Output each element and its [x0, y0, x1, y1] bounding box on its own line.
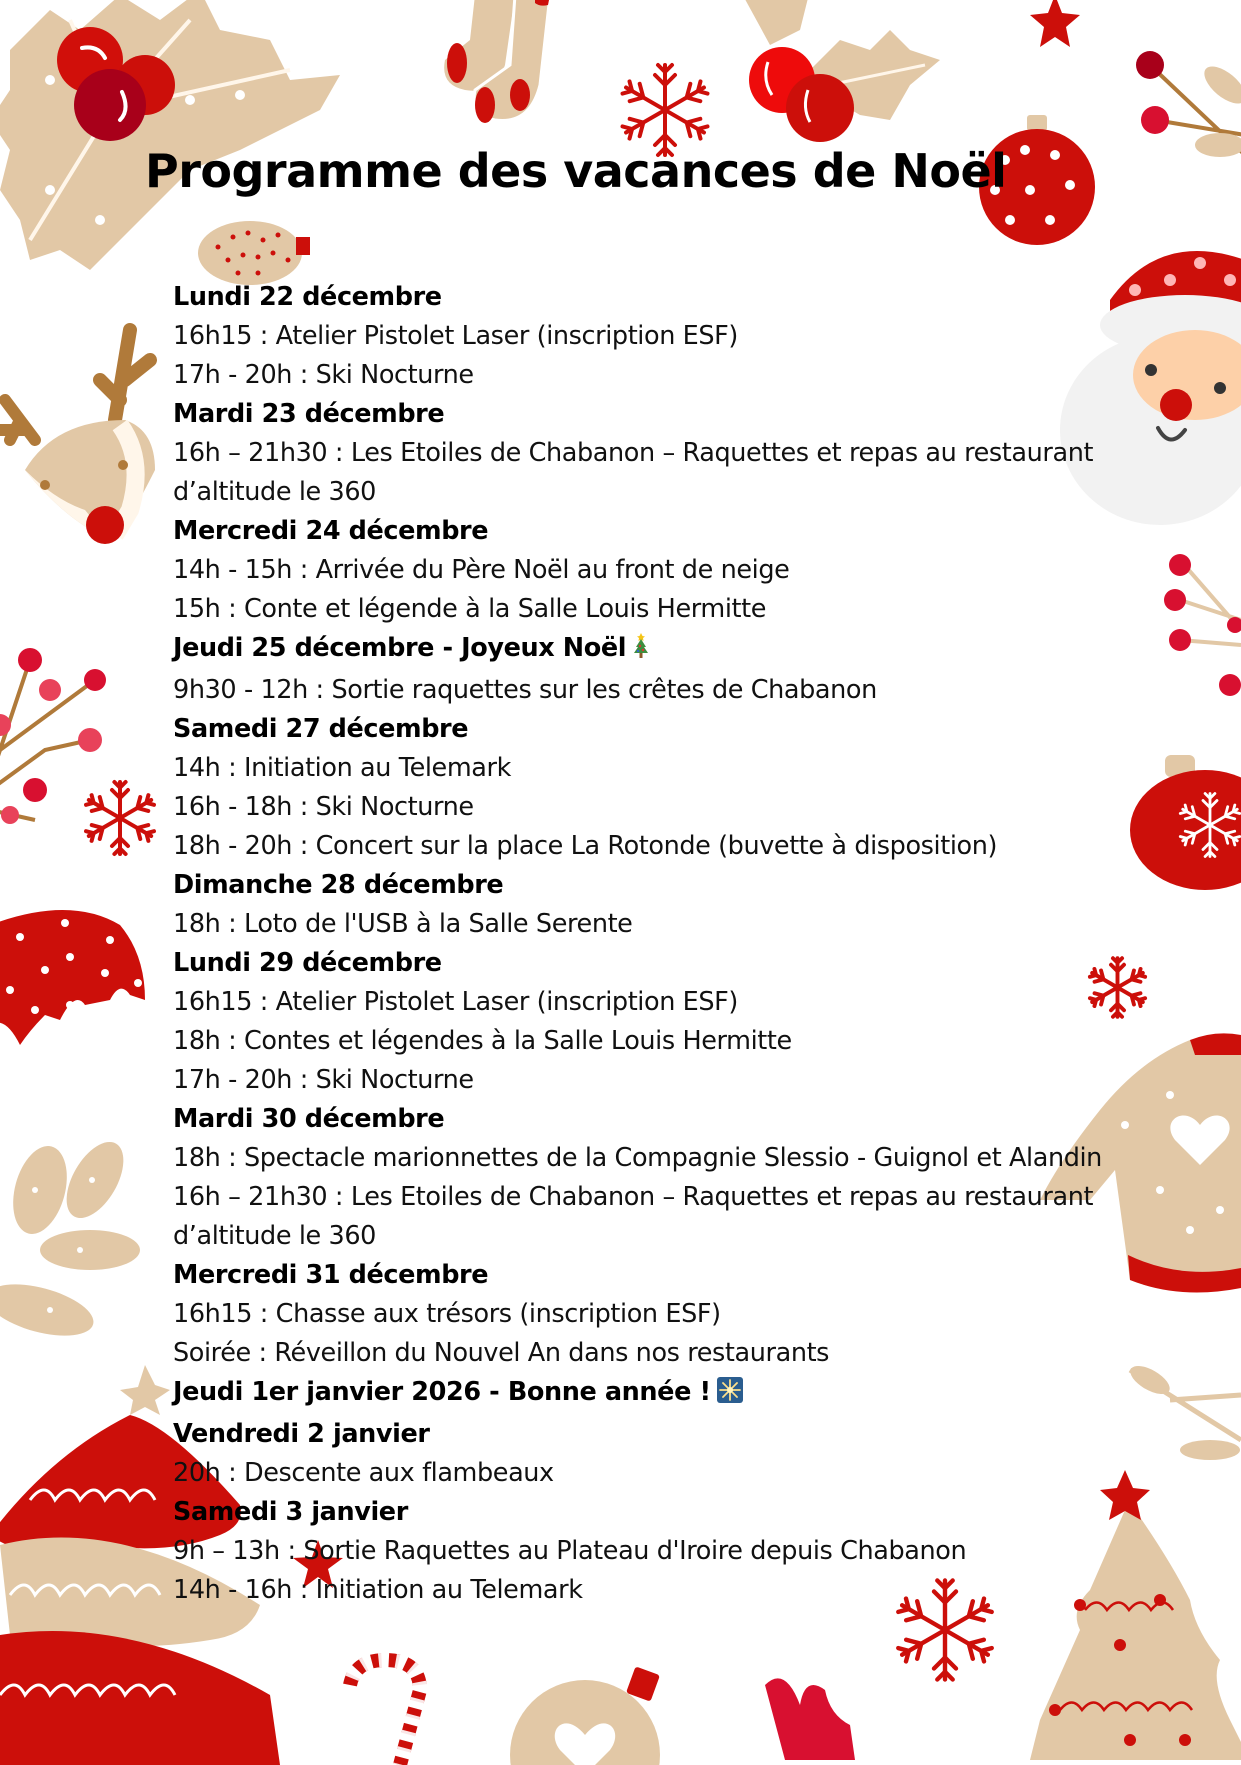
event-item: 18h : Contes et légendes à la Salle Louis Hermitte: [173, 1026, 792, 1056]
reindeer-icon: [0, 300, 165, 550]
day-heading: Mardi 23 décembre: [173, 399, 445, 429]
event-item: 16h - 18h : Ski Nocturne: [173, 792, 474, 822]
day-heading: Mercredi 24 décembre: [173, 516, 489, 546]
event-item: Soirée : Réveillon du Nouvel An dans nos restaurants: [173, 1338, 830, 1368]
event-item: 9h30 - 12h : Sortie raquettes sur les crêtes de Chabanon: [173, 675, 877, 705]
day-section: [173, 710, 1183, 866]
day-heading-row: [173, 1373, 1183, 1415]
day-heading: Jeudi 1er janvier 2026 - Bonne année !: [173, 1377, 711, 1407]
event-item: 14h - 15h : Arrivée du Père Noël au front de neige: [173, 555, 790, 585]
day-heading-row: [173, 629, 1183, 671]
day-section: [173, 395, 1183, 512]
fireworks-icon: [717, 1376, 743, 1415]
leaf-branch-icon: [0, 1150, 140, 1350]
day-heading: Mercredi 31 décembre: [173, 1260, 489, 1290]
christmas-tree-icon: [632, 632, 650, 671]
event-item: 16h15 : Atelier Pistolet Laser (inscription ESF): [173, 987, 738, 1017]
page-title: Programme des vacances de Noël: [145, 144, 1007, 198]
event-item: 18h - 20h : Concert sur la place La Rotonde (buvette à disposition): [173, 831, 998, 861]
event-item: 16h15 : Atelier Pistolet Laser (inscription ESF): [173, 321, 738, 351]
day-section: [173, 1100, 1183, 1256]
day-heading: Samedi 27 décembre: [173, 714, 469, 744]
day-section: [173, 1373, 1183, 1415]
star-icon: [1030, 0, 1080, 50]
day-heading: Mardi 30 décembre: [173, 1104, 445, 1134]
christmas-socks-icon: [435, 0, 565, 130]
day-section: [173, 944, 1183, 1100]
event-item: 9h – 13h : Sortie Raquettes au Plateau d'Iroire depuis Chabanon: [173, 1536, 967, 1566]
day-section: [173, 278, 1183, 395]
event-item: 18h : Loto de l'USB à la Salle Serente: [173, 909, 633, 939]
ornament-icon: [505, 1665, 685, 1760]
event-item: 16h – 21h30 : Les Etoiles de Chabanon – Raquettes et repas au restaurant d’altitude le 360: [173, 438, 1094, 507]
day-heading: Vendredi 2 janvier: [173, 1419, 430, 1449]
event-item: 17h - 20h : Ski Nocturne: [173, 360, 474, 390]
day-section: [173, 1415, 1183, 1493]
event-item: 15h : Conte et légende à la Salle Louis Hermitte: [173, 594, 766, 624]
leaf-icon: [755, 1665, 865, 1760]
day-section: [173, 1256, 1183, 1373]
snowflake-icon: [80, 778, 160, 858]
holly-berries-icon: [740, 0, 960, 150]
day-heading: Lundi 29 décembre: [173, 948, 442, 978]
event-item: 14h : Initiation au Telemark: [173, 753, 511, 783]
day-section: [173, 1493, 1183, 1610]
day-heading: Dimanche 28 décembre: [173, 870, 504, 900]
day-heading: Samedi 3 janvier: [173, 1497, 408, 1527]
santa-hat-icon: [0, 895, 155, 1040]
event-item: 14h - 16h : Initiation au Telemark: [173, 1575, 583, 1605]
day-section: [173, 629, 1183, 710]
day-heading: Jeudi 25 décembre - Joyeux Noël: [173, 633, 627, 663]
event-item: 17h - 20h : Ski Nocturne: [173, 1065, 474, 1095]
berry-branch-icon: [1135, 45, 1241, 175]
event-item: 20h : Descente aux flambeaux: [173, 1458, 554, 1488]
day-section: [173, 866, 1183, 944]
event-item: 16h – 21h30 : Les Etoiles de Chabanon – Raquettes et repas au restaurant d’altitude le 360: [173, 1182, 1094, 1251]
day-heading: Lundi 22 décembre: [173, 282, 442, 312]
day-section: [173, 512, 1183, 629]
event-item: 16h15 : Chasse aux trésors (inscription ESF): [173, 1299, 721, 1329]
candy-cane-icon: [340, 1655, 435, 1765]
event-item: 18h : Spectacle marionnettes de la Compagnie Slessio - Guignol et Alandin: [173, 1143, 1102, 1173]
schedule-list: [173, 278, 1183, 1610]
